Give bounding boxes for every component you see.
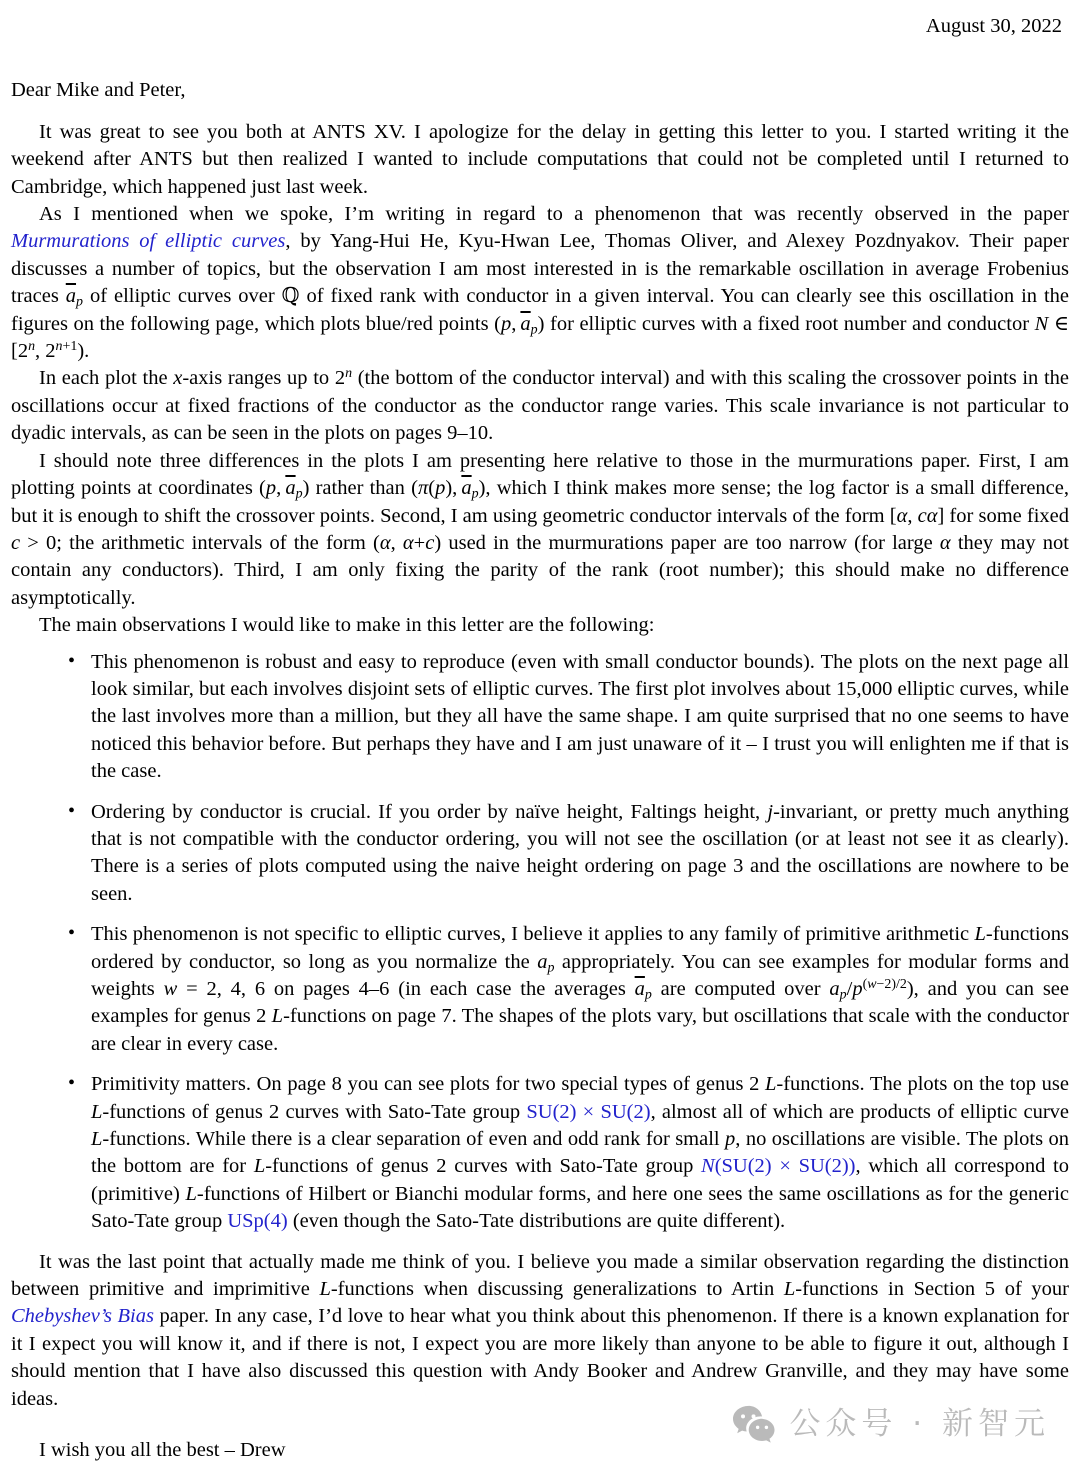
paragraph-closing: It was the last point that actually made me think of you. I believe you made a similar observation regarding the distinction between primitive and imprimitive L-functions when discussing generalizations to Artin L-functions in Section 5 of your Chebyshev’s Bias paper. In any case, I’d love to hear what you think about this phenomenon. If there is a known explanation for it I expect you will know it, and if there is not, I expect you are more likely than anyone to be able to figure it out, although I should mention that I have also discussed this question with Andy Booker and Andrew Granville, and they may have some ideas. (11, 1250, 1070, 1410)
paragraph-murmurations: As I mentioned when we spoke, I’m writing in regard to a phenomenon that was recently observed in the paper Murmurations of elliptic curves, by Yang-Hui He, Kyu-Hwan Lee, Thomas Oliver, and Alexey Pozdnyakov. Their paper discusses a number of topics, but the observation I am most interested in is the remarkable oscillation in average Frobenius traces $\overline{a}_p$ of elliptic curves over ℚ of fixed rank with conductor in a given interval. You can clearly see this oscillation in the figures on the following page, which plots blue/red points (p, $\overline{a}_p$) for elliptic curves with a fixed root number and conductor N ∈ [2$^n$, $2^{n+1}$). (11, 203, 1070, 363)
letter-date: August 30, 2022 (925, 15, 1062, 37)
su2xsu2-link[interactable]: SU(2) × SU(2) (526, 1100, 651, 1123)
paragraph-observations-intro: The main observations I would like to make in this letter are the following: (39, 614, 655, 637)
usp4-link[interactable]: USp(4) (227, 1210, 288, 1233)
watermark-text: 公众号 · 新智元 (789, 1406, 1050, 1443)
signoff: I wish you all the best – Drew (39, 1439, 286, 1462)
paragraph-intro: It was great to see you both at ANTS XV. I apologize for the delay in getting this letter to you. I started writing it the weekend after ANTS but then realized I wanted to include computations that could not be completed until I returned to Cambridge, which happened just last week. (11, 120, 1069, 198)
observation-l-functions: • This phenomenon is not specific to elliptic curves, I believe it applies to any family of primitive arithmetic L-functions ordered by conductor, so long as you normalize the $a_p$ appropriately. You can see examples for modular forms and weights w = 2, 4, 6 on pages 4–6 (in each case the averages $\overline{a}_p$ are computed over $a_p/p^{(w-2)/2}$), and you can see examples for genus 2 L-functions on page 7. The shapes of the plots vary, but oscillations that scale with the conductor are clear in every case. (91, 921, 1069, 1058)
chebyshevs-bias-link[interactable]: Chebyshev’s Bias (11, 1305, 154, 1328)
observations-list (11, 649, 1069, 1236)
letter-body (0, 77, 1080, 1464)
salutation: Dear Mike and Peter, (11, 79, 186, 102)
paragraph-differences: I should note three differences in the plots I am presenting here relative to those in the murmurations paper. First, I am plotting points at coordinates (p, $\overline{a}_p$) rather than (π(p), $\overline{a}_p$), which I think makes more sense; the log factor is a small difference, but it is enough to shift the crossover points. Second, I am using geometric conductor intervals of the form [α, cα] for some fixed c > 0; the arithmetic intervals of the form (α, α+c) used in the murmurations paper are too narrow (for large α they may not contain any conductors). Third, I am only fixing the parity of the rank (root number); this should make no difference asymptotically. (11, 449, 1069, 609)
paragraph-scaling: In each plot the x-axis ranges up to 2$^n$ (the bottom of the conductor interval) and with this scaling the crossover points in the oscillations occur at fixed fractions of the conductor as the conductor range varies. This scale invariance is not particular to dyadic intervals, as can be seen in the plots on pages 9–10. (11, 366, 1070, 445)
observation-robustness: • This phenomenon is robust and easy to reproduce (even with small conductor bounds). The plots on the next page all look similar, but each involves disjoint sets of elliptic curves. The first plot involves about 15,000 elliptic curves, while the last involves more than a million, but they all have the same shape. I am quite surprised that no one seems to have noticed this behavior before. But perhaps they have and I am just unaware of it – I trust you will enlighten me if that is the case. (91, 649, 1069, 786)
observation-conductor-ordering: • Ordering by conductor is crucial. If you order by naïve height, Faltings height, j-invariant, or pretty much anything that is not compatible with the conductor ordering, you will not see the oscillation (or at least not see it as clearly). There is a series of plots computed using the naive height ordering on page 3 and the oscillations are nowhere to be seen. (91, 799, 1069, 909)
murmurations-paper-link[interactable]: Murmurations of elliptic curves (11, 230, 286, 253)
nsu2xsu2-link[interactable]: N(SU(2) × SU(2)) (701, 1155, 856, 1178)
observation-primitivity: • Primitivity matters. On page 8 you can see plots for two special types of genus 2 L-functions. The plots on the top use L-functions of genus 2 curves with Sato-Tate group SU(2) × SU(2), almost all of which are products of elliptic curve L-functions. While there is a clear separation of even and odd rank for small p, no oscillations are visible. The plots on the bottom are for L-functions of genus 2 curves with Sato-Tate group N(SU(2) × SU(2)), which all correspond to (primitive) L-functions of Hilbert or Bianchi modular forms, and here one sees the same oscillations as for the generic Sato-Tate group USp(4) (even though the Sato-Tate distributions are quite different). (91, 1071, 1069, 1235)
